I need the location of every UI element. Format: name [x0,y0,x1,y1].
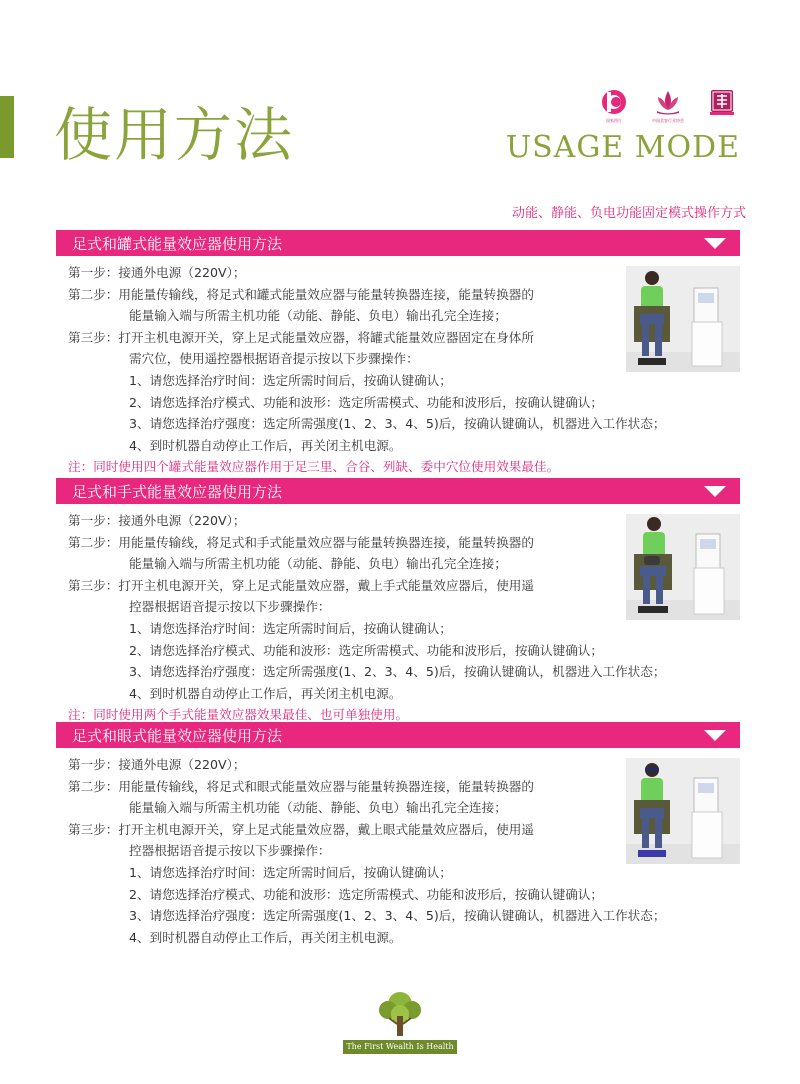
step-line: 第二步：用能量传输线，将足式和手式能量效应器与能量转换器连接，能量转换器的 [68,534,534,550]
lotus-logo-icon [653,88,683,116]
section-note: 注：同时使用四个罐式能量效应器作用于足三里、合谷、列缺、委中穴位使用效果最佳。 [68,459,560,475]
substep-line: 2、请您选择治疗模式、功能和波形：选定所需模式、功能和波形后，按确认键确认； [129,642,603,658]
step-continuation: 需穴位，使用遥控器根据语音提示按以下步骤操作： [129,351,419,367]
logo-badge-2 [650,88,686,123]
section-header[interactable] [56,722,740,748]
page-title: 使用方法 [54,101,295,169]
substep-line: 3、请您选择治疗强度：选定所需强度(1、2、3、4、5)后，按确认键确认，机器进入工作状态； [129,416,666,432]
step-line: 第一步：接通外电源（220V）； [68,757,246,772]
english-title: USAGE MODE [505,130,740,165]
logo-caption: 中国美容行业协会 [652,118,684,123]
hui-seal-logo-icon [707,88,737,116]
section-note: 注：同时使用两个手式能量效应器效果最佳、也可单独使用。 [68,707,409,723]
certification-logos [596,88,740,123]
logo-badge-3 [704,88,740,118]
step-line: 第二步：用能量传输线，将足式和眼式能量效应器与能量转换器连接，能量转换器的 [68,778,534,794]
step-line: 第二步：用能量传输线，将足式和罐式能量效应器与能量转换器连接，能量转换器的 [68,286,534,302]
title-accent-bar [0,96,14,158]
demo-photo [626,758,740,864]
step-continuation: 控器根据语音提示按以下步骤操作： [129,599,331,615]
substep-line: 1、请您选择治疗时间：选定所需时间后，按确认键确认； [129,620,452,636]
footer-tagline: The First Wealth Is Health [343,1040,457,1054]
step-continuation: 控器根据语音提示按以下步骤操作： [129,843,331,859]
demo-photo [626,266,740,372]
footer-logo [343,990,457,1060]
step-continuation: 能量输入端与所需主机功能（动能、静能、负电）输出孔完全连接； [129,556,507,572]
step-line: 第一步：接通外电源（220V）； [68,513,246,528]
substep-line: 4、到时机器自动停止工作后，再关闭主机电源。 [129,437,402,453]
substep-line: 1、请您选择治疗时间：选定所需时间后，按确认键确认； [129,372,452,388]
chevron-down-icon[interactable] [704,238,726,249]
logo-caption: 国家图片 [606,118,622,123]
substep-line: 2、请您选择治疗模式、功能和波形：选定所需模式、功能和波形后，按确认键确认； [129,886,603,902]
section-foot-eye [56,722,740,948]
substep-line: 2、请您选择治疗模式、功能和波形：选定所需模式、功能和波形后，按确认键确认； [129,394,603,410]
d-swirl-logo-icon [599,88,629,116]
section-header[interactable] [56,478,740,504]
mode-subtitle: 动能、静能、负电功能固定模式操作方式 [511,206,746,221]
step-line: 第三步：打开主机电源开关，穿上足式能量效应器，将罐式能量效应器固定在身体所 [68,329,534,345]
chevron-down-icon[interactable] [704,486,726,497]
step-continuation: 能量输入端与所需主机功能（动能、静能、负电）输出孔完全连接； [129,800,507,816]
section-foot-hand [56,478,740,726]
step-continuation: 能量输入端与所需主机功能（动能、静能、负电）输出孔完全连接； [129,308,507,324]
section-title: 足式和罐式能量效应器使用方法 [72,234,283,253]
section-body [56,504,740,726]
substep-line: 4、到时机器自动停止工作后，再关闭主机电源。 [129,929,402,945]
step-line: 第三步：打开主机电源开关，穿上足式能量效应器，戴上手式能量效应器后，使用遥 [68,577,534,593]
chevron-down-icon[interactable] [704,730,726,741]
section-body [56,256,740,478]
logo-badge-1 [596,88,632,123]
substep-line: 3、请您选择治疗强度：选定所需强度(1、2、3、4、5)后，按确认键确认，机器进入工作状态； [129,664,666,680]
person-with-device-image [626,266,740,372]
section-body [56,748,740,948]
substep-line: 1、请您选择治疗时间：选定所需时间后，按确认键确认； [129,864,452,880]
substep-line: 4、到时机器自动停止工作后，再关闭主机电源。 [129,685,402,701]
section-title: 足式和手式能量效应器使用方法 [72,482,283,501]
person-with-device-image [626,758,740,864]
tree-logo-icon [373,990,427,1038]
person-with-device-image [626,514,740,620]
step-line: 第一步：接通外电源（220V）； [68,265,246,280]
step-line: 第三步：打开主机电源开关，穿上足式能量效应器，戴上眼式能量效应器后，使用遥 [68,821,534,837]
section-foot-cup [56,230,740,478]
demo-photo [626,514,740,620]
section-title: 足式和眼式能量效应器使用方法 [72,726,283,745]
substep-line: 3、请您选择治疗强度：选定所需强度(1、2、3、4、5)后，按确认键确认，机器进入工作状态； [129,908,666,924]
section-header[interactable] [56,230,740,256]
